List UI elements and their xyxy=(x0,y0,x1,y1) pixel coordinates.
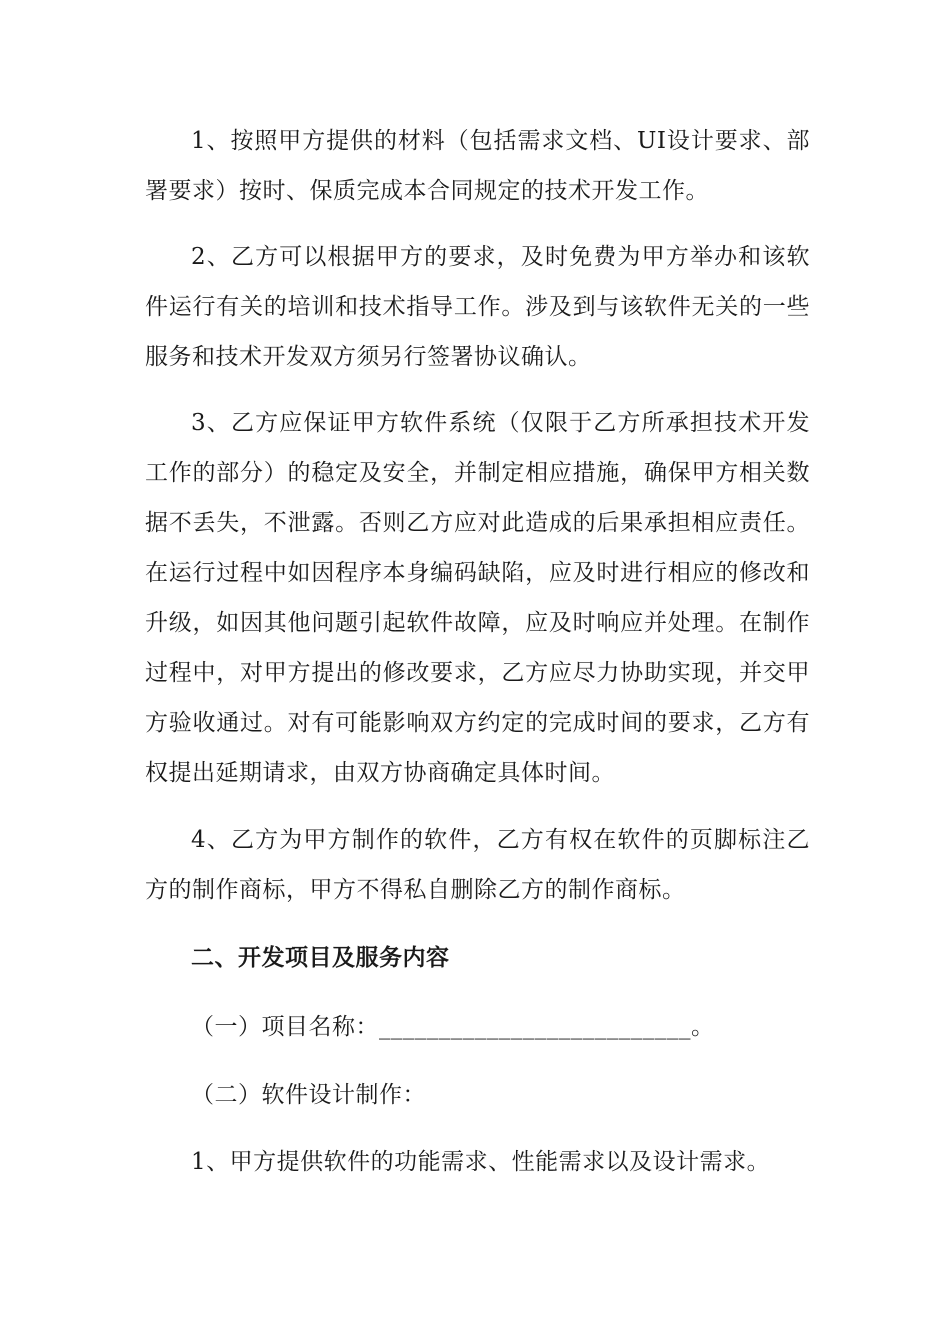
clause-4: 4、乙方为甲方制作的软件，乙方有权在软件的页脚标注乙方的制作商标，甲方不得私自删除乙方的制作商标。 xyxy=(145,827,810,903)
clause-1: 1、按照甲方提供的材料（包括需求文档、UI设计要求、部署要求）按时、保质完成本合同规定的技术开发工作。 xyxy=(145,128,810,204)
section-heading: 二、开发项目及服务内容 xyxy=(191,945,450,971)
software-design-line: （二）软件设计制作： xyxy=(191,1082,426,1108)
requirements-line: 1、甲方提供软件的功能需求、性能需求以及设计需求。 xyxy=(191,1149,771,1175)
clause-3: 3、乙方应保证甲方软件系统（仅限于乙方所承担技术开发工作的部分）的稳定及安全，并制定相应措施，确保甲方相关数据不丢失，不泄露。否则乙方应对此造成的后果承担相应责任。在运行过程中如因程序本身编码缺陷，应及时进行相应的修改和升级，如因其他问题引起软件故障，应及时响应并处理。在制作过程中，对甲方提出的修改要求，乙方应尽力协助实现，并交甲方验收通过。对有可能影响双方约定的完成时间的要求，乙方有权提出延期请求，由双方协商确定具体时间。 xyxy=(145,410,810,786)
project-name-line: （一）项目名称：__________________________。 xyxy=(191,1014,715,1040)
clause-2: 2、乙方可以根据甲方的要求，及时免费为甲方举办和该软件运行有关的培训和技术指导工作。涉及到与该软件无关的一些服务和技术开发双方须另行签署协议确认。 xyxy=(145,244,810,370)
